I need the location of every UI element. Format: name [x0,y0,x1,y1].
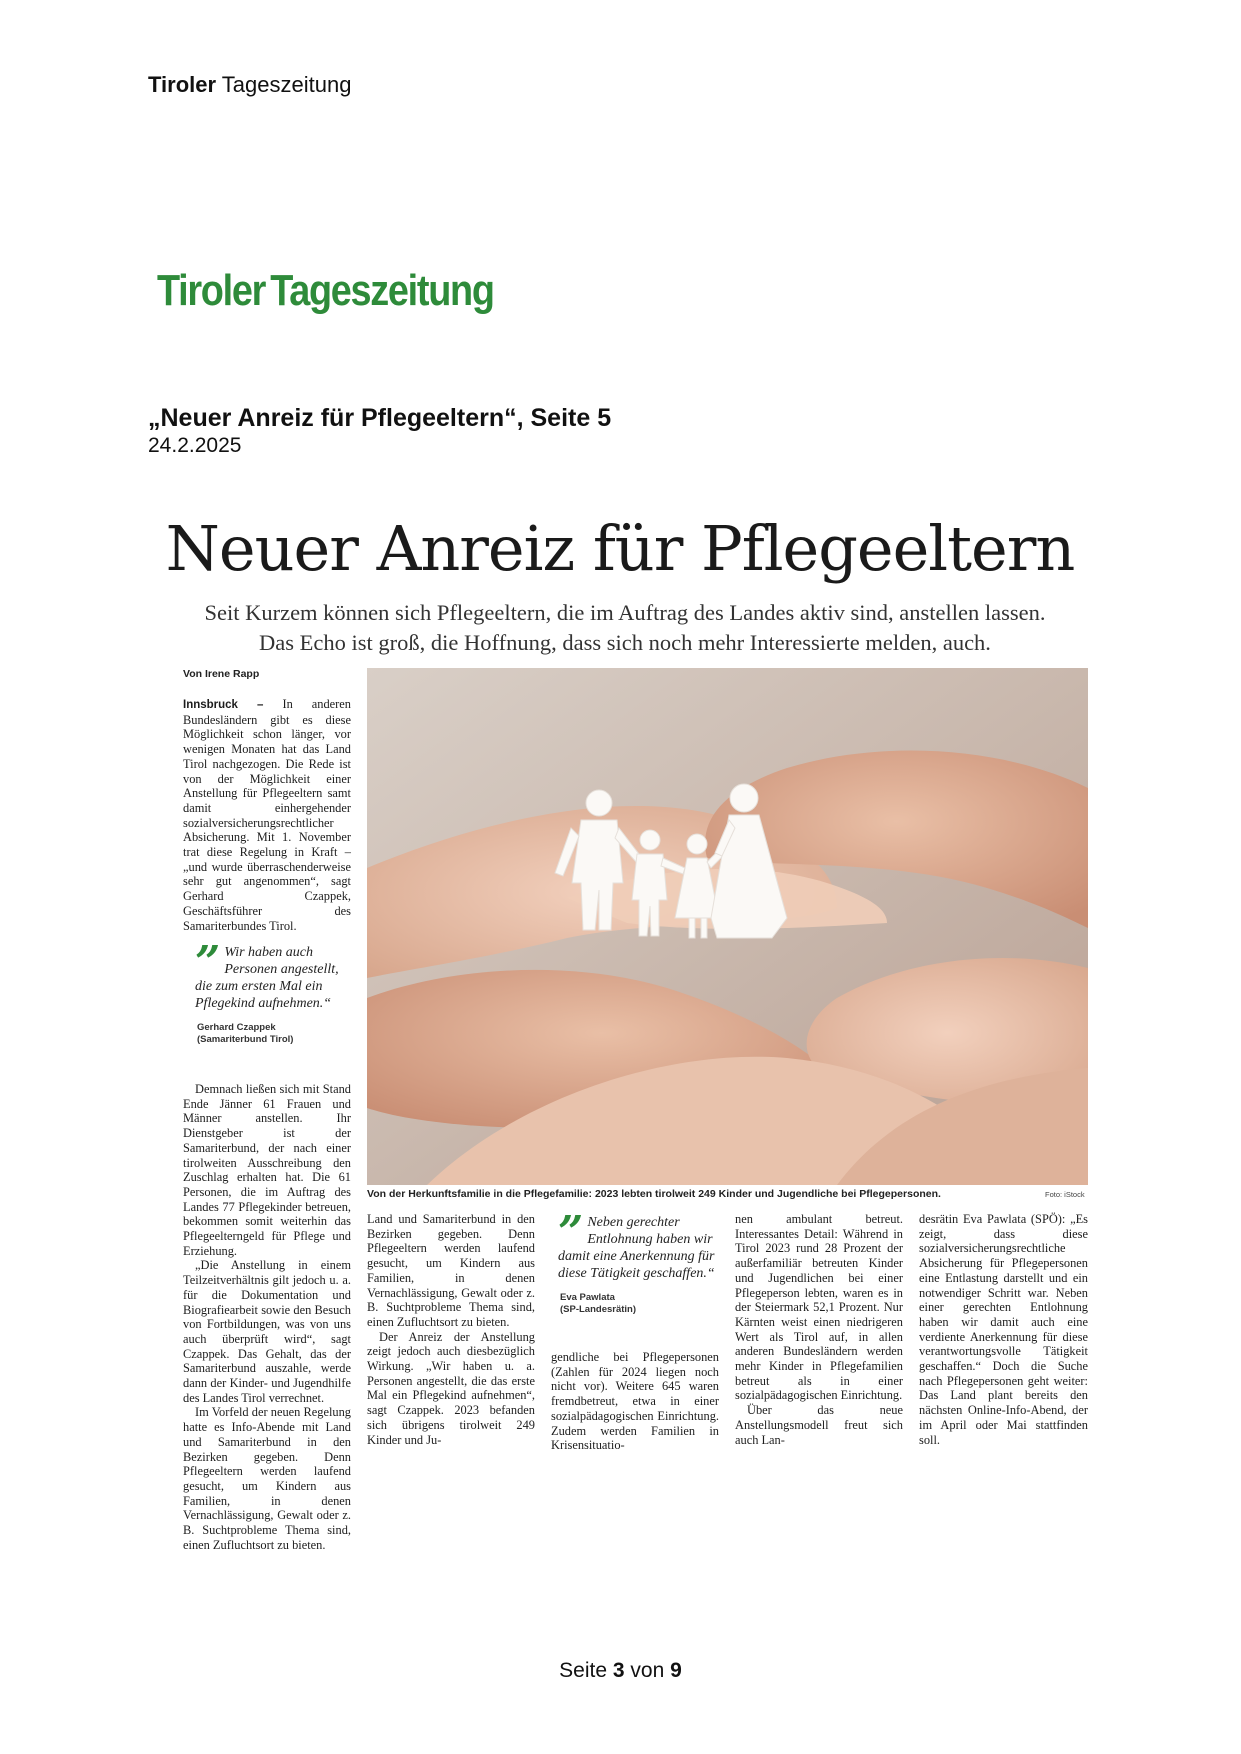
paragraph-2: Demnach ließen sich mit Stand Ende Jänner 61 Frauen und Männer anstellen. Ihr Dienstgeber ist der Samariterbund, der nach einer tirolweiten Ausschreibung den Zuschlag erhalten hat. Die 61 Personen, die im Auftrag des Landes 77 Pflegekinder betreuen, bekommen somit weiterhin das Pflegeelterngeld für Pflege und Erziehung. [183,1082,351,1258]
pull-quote-2-text: Neben gerechter Entlohnung haben wir damit eine Anerkennung für diese Tätigkeit geschaffen.“ [558,1215,715,1281]
paragraph-1: Innsbruck – In anderen Bundesländern gibt es diese Möglichkeit schon länger, vor wenigen Monaten hat das Land Tirol nachgezogen. Die Rede ist von der Möglichkeit einer Anstellung für Pflegeeltern samt damit einhergehender sozialversicherungsrechtlicher Absicherung. Mit 1. November trat diese Regelung in Kraft – „und wurde überraschenderweise sehr gut angenommen“, sagt Gerhard Czappek, Geschäftsführer des Samariterbundes Tirol. [183,697,351,933]
logo-word-2: Tageszeitung [270,266,494,315]
article-column-1b [183,1082,351,1552]
article-byline: Von Irene Rapp [183,668,260,680]
article-column-3 [551,1350,719,1458]
footer-mid: von [630,1659,665,1682]
article-column-5 [919,1212,1088,1458]
article-column-2 [367,1212,535,1458]
paragraph-6-continued: desrätin Eva Pawlata (SPÖ): „Es zeigt, dass diese sozialversicherungsrechtliche Absicherung für Pflegepersonen eine Entlastung darstellt und ein notwendiger Schritt war. Neben einer gerechten Entlohnung haben wir damit auch eine verdiente Anerkennung für diese verantwortungsvolle Tätigkeit geschaffen.“ Doch die Suche nach Pflegepersonen geht weiter: Das Land plant bereits den nächsten Online-Info-Abend, der im April oder Mai stattfinden soll. [919,1212,1088,1447]
paragraph-6-start: Über das neue Anstellungsmodell freut sich auch Lan- [735,1403,903,1447]
pull-quote-1-text: Wir haben auch Personen angestellt, die zum ersten Mal ein Pflegekind aufnehmen.“ [195,945,339,1011]
dateline: Innsbruck – [183,699,264,711]
article-headline: Neuer Anreiz für Pflegeeltern [165,512,1075,585]
photo-credit: Foto: iStock [1045,1190,1085,1199]
article-subheadline: Seit Kurzem können sich Pflegeeltern, die im Auftrag des Landes aktiv sind, anstellen lassen. Das Echo ist groß, die Hoffnung, dass sich noch mehr Interessierte melden, auch. [204,600,1046,655]
page-footer [0,1659,1241,1683]
pull-quote-2 [558,1207,718,1316]
header-brand-bold: Tiroler [148,72,217,97]
clipping-date: 24.2.2025 [148,434,242,457]
pull-quote-2-name: Eva Pawlata [560,1292,615,1303]
logo-word-1: Tiroler [157,266,266,315]
quote-mark-icon: ” [558,1207,584,1258]
pull-quote-1-name: Gerhard Czappek [197,1022,276,1033]
article-photo [367,668,1088,1185]
footer-prefix: Seite [559,1659,608,1682]
paper-family-in-hands-image [367,668,1088,1185]
footer-current-page: 3 [612,1659,625,1682]
paragraph-4-continued: Land und Samariterbund in den Bezirken gegeben. Denn Pflegeeltern werden laufend gesucht, um Kindern aus Familien, in denen Vernachlässigung, Gewalt oder z. B. Suchtprobleme Thema sind, einen Zufluchtsort zu bieten. [367,1212,535,1329]
article-column-4 [735,1212,903,1458]
header-brand-regular: Tageszeitung [221,72,352,97]
newspaper-logo [157,266,497,326]
paragraph-5-end: nen ambulant betreut. Interessantes Detail: Während in Tirol 2023 rund 28 Prozent der außerfamiliär betreuten Kinder und Jugendlichen bei einer Pflegeperson lebten, waren es in der Steiermark 52,1 Prozent. Nur Kärnten weist einen niedrigeren Wert als Tirol auf, in allen anderen Bundesländern werden mehr Kinder in Pflegefamilien betreut als in einer sozialpädagogischen Einrichtung. [735,1212,903,1403]
quote-mark-icon: ” [195,937,221,988]
pull-quote-2-org: (SP-Landesrätin) [560,1304,637,1315]
pull-quote-1-org: (Samariterbund Tirol) [197,1034,294,1045]
footer-total-pages: 9 [670,1659,682,1682]
photo-caption: Von der Herkunftsfamilie in die Pflegefamilie: 2023 lebten tirolweit 249 Kinder und Jugendliche bei Pflegepersonen. [367,1188,941,1200]
article-column-1 [183,697,351,933]
paragraph-5-continued: gendliche bei Pflegepersonen (Zahlen für 2024 liegen noch nicht vor). Weitere 645 waren fremdbetreut, etwa in einer sozialpädagogischen Einrichtung. Zudem werden Familien in Krisensituatio- [551,1350,719,1453]
document-header [148,72,351,98]
clipping-title: „Neuer Anreiz für Pflegeeltern“, Seite 5 [148,404,612,432]
pull-quote-1 [195,937,345,1046]
paragraph-3: „Die Anstellung in einem Teilzeitverhältnis gilt jedoch u. a. für die Dokumentation und Biografiearbeit sowie den Besuch von Fortbildungen, was von uns auch überprüft wird“, sagt Czappek. Das Gehalt, das der Samariterbund auszahle, werde dann der Kinder- und Jugendhilfe des Landes Tirol verrechnet. [183,1258,351,1405]
paragraph-5-start: Der Anreiz der Anstellung zeigt jedoch auch diesbezüglich Wirkung. „Wir haben u. a. Personen angestellt, die das erste Mal ein Pflegekind aufnehmen“, sagt Czappek. 2023 befanden sich übrigens tirolweit 249 Kinder und Ju- [367,1329,535,1447]
paragraph-4: Im Vorfeld der neuen Regelung hatte es Info-Abende mit Land und Samariterbund in den Bezirken gegeben. Denn Pflegeeltern werden laufend gesucht, um Kindern aus Familien, in denen Vernachlässigung, Gewalt oder z. B. Suchtprobleme Thema sind, einen Zufluchtsort zu bieten. [183,1405,351,1552]
